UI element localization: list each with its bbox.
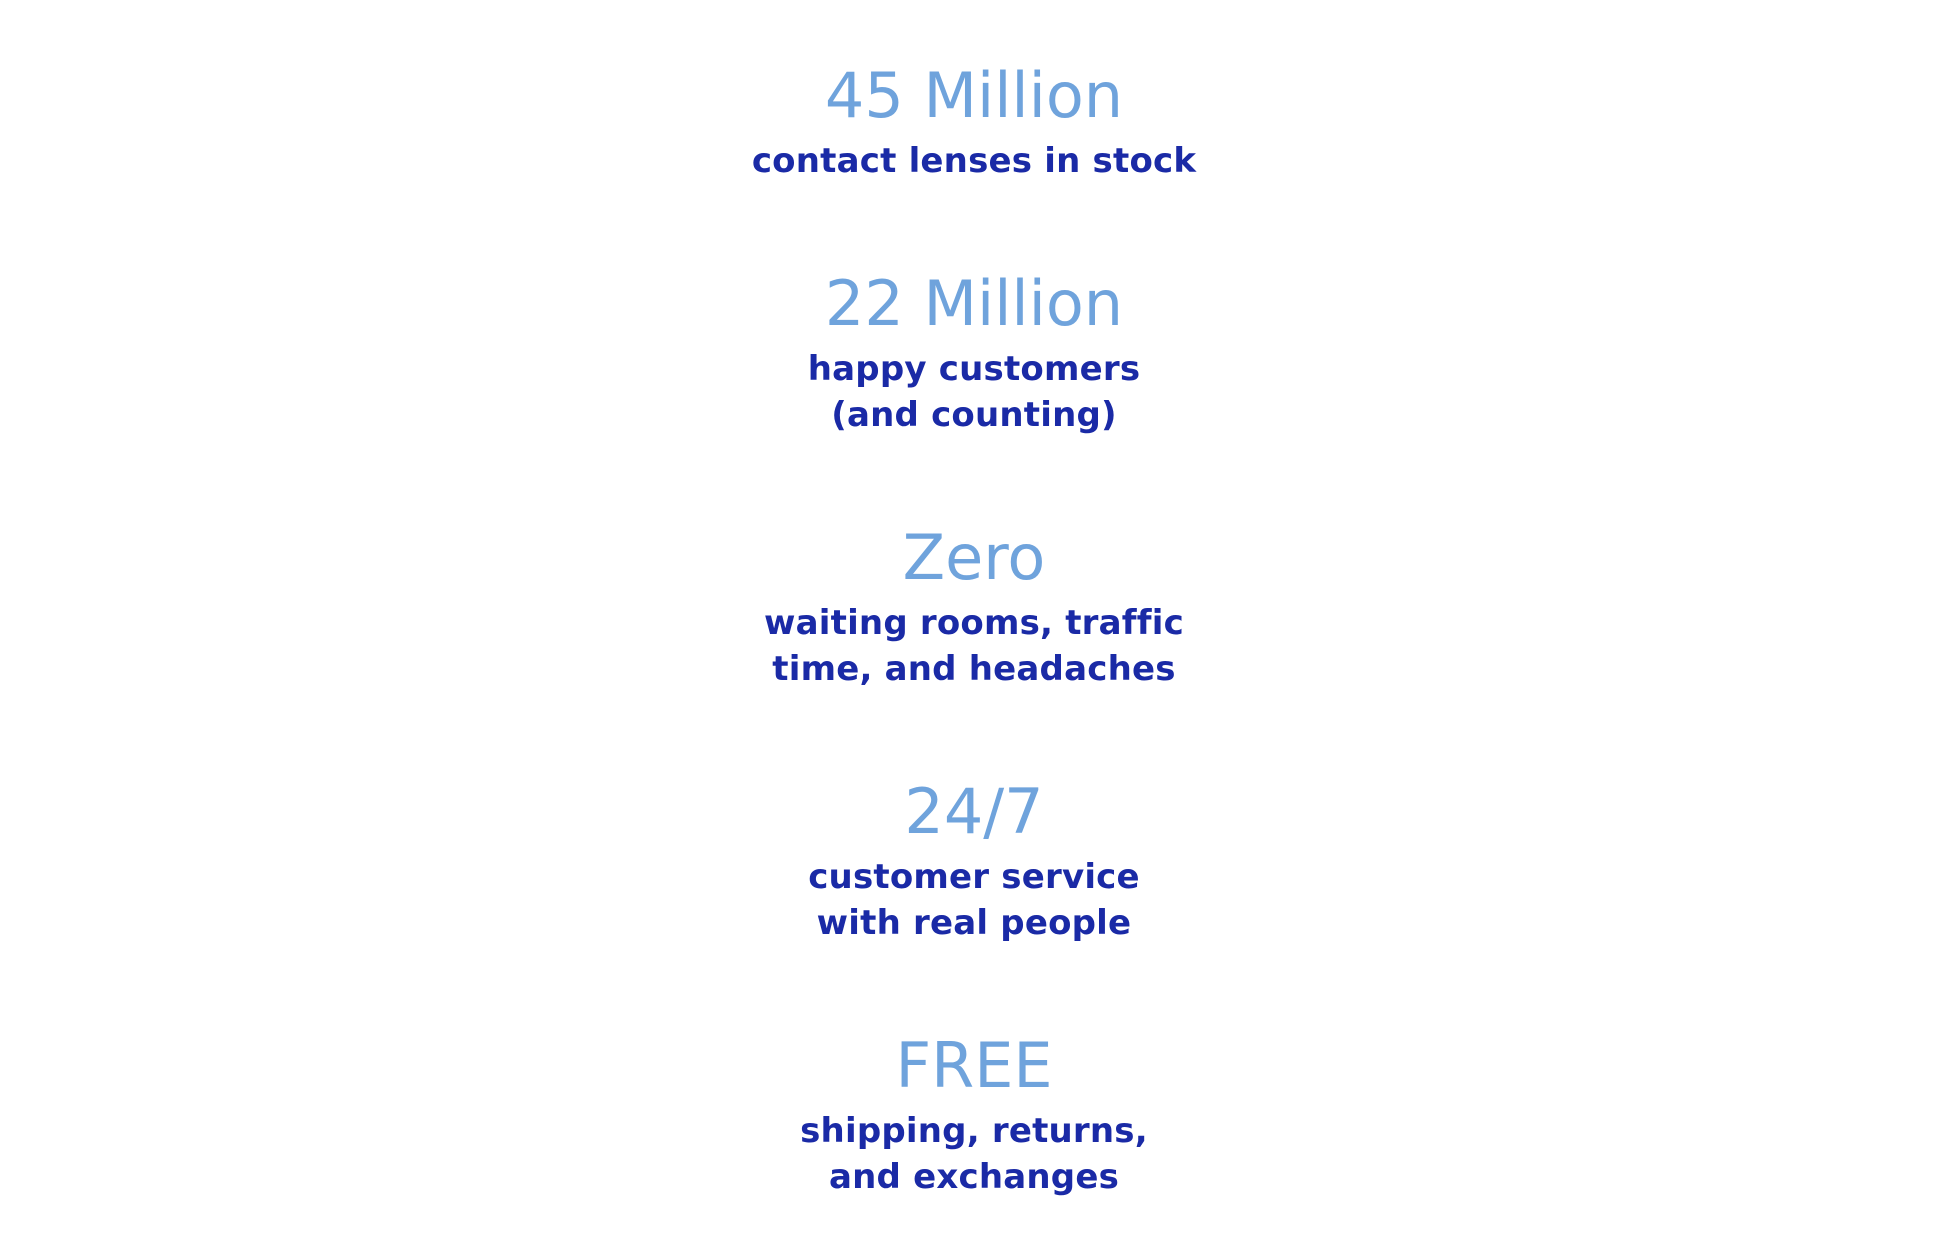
stat-description-line: happy customers xyxy=(807,349,1141,389)
stat-description-line: shipping, returns, xyxy=(800,1111,1148,1151)
stat-value: 22 Million xyxy=(824,267,1124,340)
stat-inventory xyxy=(0,54,1948,184)
stat-zero-waiting xyxy=(0,516,1948,692)
stat-value: 45 Million xyxy=(824,59,1124,132)
stat-value: Zero xyxy=(902,521,1046,594)
stat-value: 24/7 xyxy=(904,775,1044,848)
stat-customers xyxy=(0,262,1948,438)
stat-free-shipping xyxy=(0,1024,1948,1200)
stat-description-line: waiting rooms, traffic xyxy=(764,603,1184,643)
stat-customer-service xyxy=(0,770,1948,946)
stat-description-line: and exchanges xyxy=(828,1157,1120,1197)
stat-value: FREE xyxy=(895,1029,1053,1102)
stat-description-line: customer service xyxy=(808,857,1140,897)
stat-description-line: time, and headaches xyxy=(772,649,1176,689)
stat-description-line: (and counting) xyxy=(831,395,1117,435)
stat-description-line: contact lenses in stock xyxy=(751,141,1197,181)
stat-description-line: with real people xyxy=(816,903,1132,943)
